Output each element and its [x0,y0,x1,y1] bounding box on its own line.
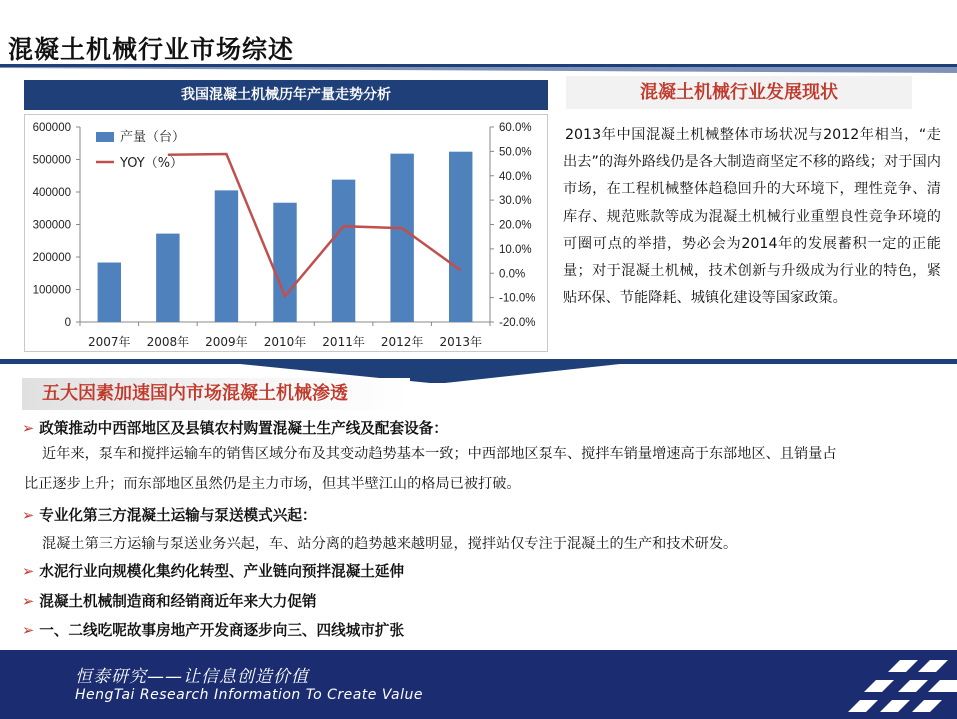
factor-title: 水泥行业向规模化集约化转型、产业链向预拌混凝土延伸 [39,563,405,580]
legend-label: YOY（%） [120,156,184,171]
footer-slogan-cn: 恒泰研究——让信息创造价值 [75,667,309,687]
factor-desc: 近年来，泵车和搅拌运输车的销售区域分布及其变动趋势基本一致；中西部地区泵车、搅拌车销量增速高于东部地区、且销量占 [42,446,837,462]
y-right-tick-label: -20.0% [499,317,536,329]
footer-slogan-en: HengTai Research Information To Create Value [75,687,423,703]
x-tick-label: 2011年 [322,335,365,349]
arrow-bullet-icon: ➢ [22,563,35,580]
production-chart [24,114,548,352]
yoy-line [168,154,461,296]
title-underline [0,64,957,73]
y-left-tick-label: 100000 [32,284,71,297]
status-body: 2013年中国混凝土机械整体市场状况与2012年相当，“走出去”的海外路线仍是各大制造商坚定不移的路线；对于国内市场，在工程机械整体趋稳回升的大环境下，理性竞争、清库存、规范账款等成为混凝土机械行业重塑良性竞争环境的可圈可点的举措，势必会为2014年的发展蓄积一定的正能量；对于混凝土机械，技术创新与升级成为行业的特色，紧贴环保、节能降耗、城镇化建设等国家政策。 [563,127,941,307]
y-right-tick-label: 50.0% [499,146,532,159]
legend-label: 产量（台） [120,130,186,145]
y-left-tick-label: 500000 [32,154,71,167]
status-header: 混凝土机械行业发展现状 [566,76,912,109]
arrow-bullet-icon: ➢ [22,507,35,524]
x-tick-label: 2010年 [263,335,307,349]
bar [390,154,413,322]
x-tick-label: 2009年 [205,335,248,349]
bar [332,180,355,322]
factor-title: 专业化第三方混凝土运输与泵送模式兴起： [39,507,317,524]
bar [449,152,472,322]
y-right-tick-label: 10.0% [499,243,532,256]
factor-desc: 混凝土第三方运输与泵送业务兴起，车、站分离的趋势越来越明显，搅拌站仅专注于混凝土的生产和技术研发。 [42,536,738,552]
factor-item-5 [22,619,404,640]
factor-title: 一、二线吃呢故事房地产开发商逐步向三、四线城市扩张 [39,622,405,639]
section-divider-right [620,359,957,364]
y-right-tick-label: -10.0% [499,292,536,305]
bar [156,234,179,322]
y-right-tick-label: 0.0% [499,268,526,281]
arrow-bullet-icon: ➢ [22,420,35,437]
factors-header: 五大因素加速国内市场混凝土机械渗透 [22,378,410,410]
legend-swatch-bar [96,132,114,142]
factor-desc: 比正逐步上升；而东部地区虽然仍是主力市场，但其半壁江山的格局已被打破。 [24,476,521,492]
hengtai-logo-icon [840,650,957,719]
y-left-tick-label: 0 [64,317,71,329]
factor-item-3 [22,560,404,581]
y-left-tick-label: 400000 [32,187,71,199]
factor-title: 混凝土机械制造商和经销商近年来大力促销 [39,593,317,610]
arrow-bullet-icon: ➢ [22,622,35,639]
bar [215,190,238,322]
y-left-tick-label: 200000 [32,252,71,264]
y-right-tick-label: 20.0% [499,219,532,232]
bar [273,203,296,322]
y-left-tick-label: 600000 [32,122,71,134]
factor-item-1 [22,417,448,438]
factor-item-4 [22,590,317,611]
factor-title: 政策推动中西部地区及县镇农村购置混凝土生产线及配套设备： [39,420,448,437]
chart-header: 我国混凝土机械历年产量走势分析 [24,80,548,110]
arrow-bullet-icon: ➢ [22,593,35,610]
y-right-tick-label: 60.0% [499,122,532,134]
x-tick-label: 2007年 [88,335,131,349]
factor-item-2 [22,504,317,525]
x-tick-label: 2012年 [380,335,424,349]
x-tick-label: 2013年 [439,335,482,349]
page-title: 混凝土机械行业市场综述 [8,35,295,64]
y-left-tick-label: 300000 [32,219,71,232]
y-right-tick-label: 30.0% [499,195,532,208]
y-right-tick-label: 40.0% [499,170,532,183]
bar [98,263,121,322]
x-tick-label: 2008年 [146,335,190,349]
section-divider-left [0,359,240,364]
